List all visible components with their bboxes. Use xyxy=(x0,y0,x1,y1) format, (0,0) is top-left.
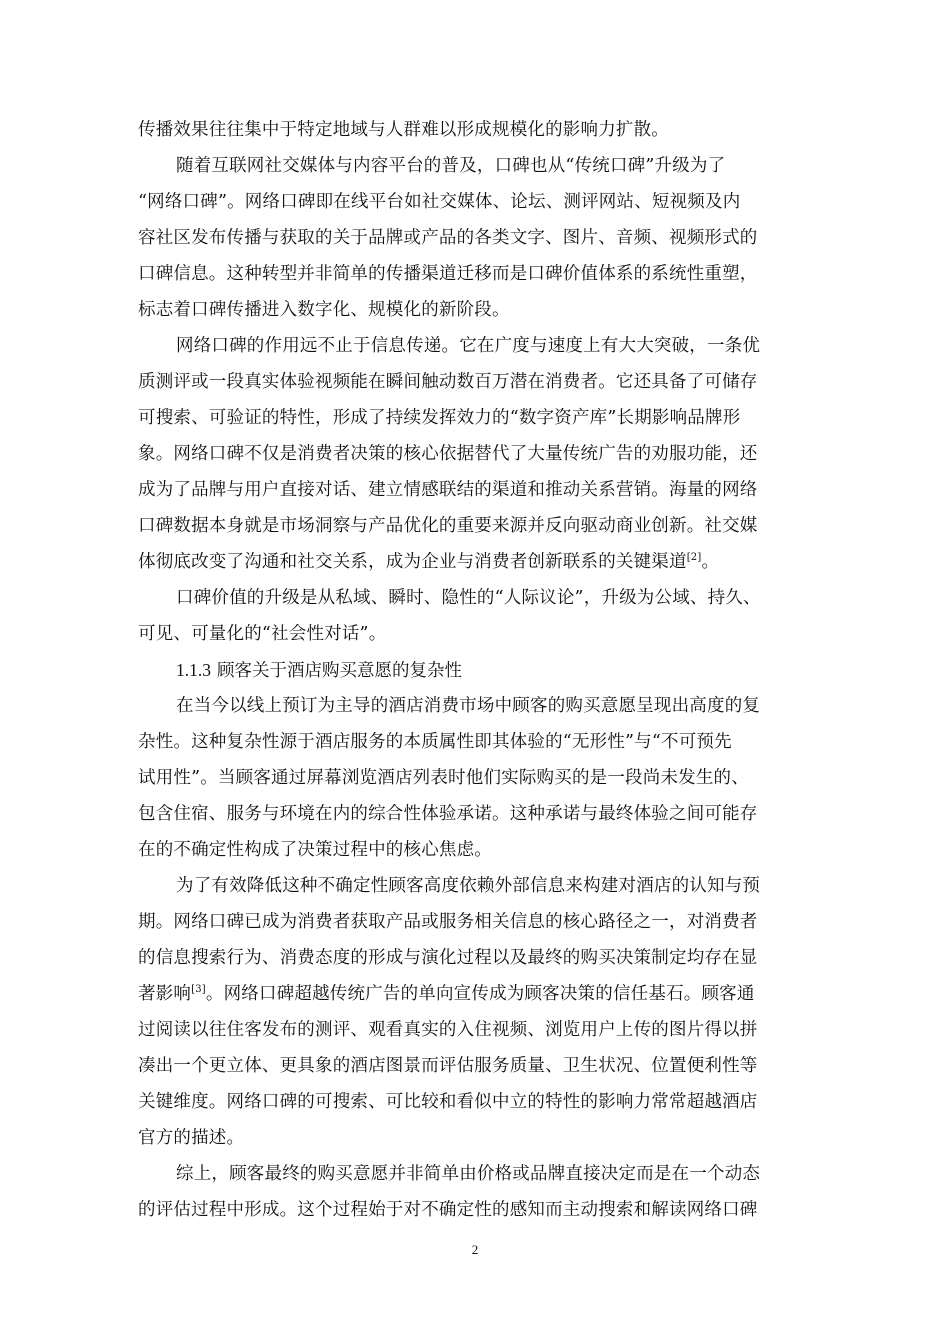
paragraph-line xyxy=(138,550,719,574)
paragraph-line: 可搜索、可验证的特性，形成了持续发挥效力的“数字资产库”长期影响品牌形 xyxy=(138,408,741,428)
paragraph-line: 期。网络口碑已成为消费者获取产品或服务相关信息的核心路径之一，对消费者 xyxy=(138,912,758,932)
paragraph-line: 试用性”。当顾客通过屏幕浏览酒店列表时他们实际购买的是一段尚未发生的、 xyxy=(138,768,749,788)
paragraph-line: 凑出一个更立体、更具象的酒店图景而评估服务质量、卫生状况、位置便利性等 xyxy=(138,1056,758,1076)
page-number: 2 xyxy=(471,1242,479,1257)
section-heading-text: 顾客关于酒店购买意愿的复杂性 xyxy=(217,661,462,681)
paragraph-line: 标志着口碑传播进入数字化、规模化的新阶段。 xyxy=(138,300,510,320)
paragraph-line: 在当今以线上预订为主导的酒店消费市场中顾客的购买意愿呈现出高度的复 xyxy=(176,696,761,716)
line-text: 。 xyxy=(701,552,720,572)
section-heading xyxy=(176,658,462,683)
paragraph-line: 杂性。这种复杂性源于酒店服务的本质属性即其体验的“无形性”与“不可预先 xyxy=(138,732,732,752)
line-text: 体彻底改变了沟通和社交关系，成为企业与消费者创新联系的关键渠道 xyxy=(138,552,687,572)
paragraph-line: 成为了品牌与用户直接对话、建立情感联结的渠道和推动关系营销。海量的网络 xyxy=(138,480,758,500)
paragraph-line: 可见、可量化的“社会性对话”。 xyxy=(138,624,387,644)
citation-3: [3] xyxy=(191,984,206,995)
paragraph-line: 综上，顾客最终的购买意愿并非简单由价格或品牌直接决定而是在一个动态 xyxy=(176,1164,761,1184)
paragraph-line: 为了有效降低这种不确定性顾客高度依赖外部信息来构建对酒店的认知与预 xyxy=(176,876,761,896)
paragraph-line: 官方的描述。 xyxy=(138,1128,245,1148)
paragraph-line: 口碑价值的升级是从私域、瞬时、隐性的“人际议论”，升级为公域、持久、 xyxy=(176,588,761,608)
paragraph-line: 的评估过程中形成。这个过程始于对不确定性的感知而主动搜索和解读网络口碑 xyxy=(138,1200,758,1220)
paragraph-line: 传播效果往往集中于特定地域与人群难以形成规模化的影响力扩散。 xyxy=(138,120,669,140)
line-text: 。网络口碑超越传统广告的单向宣传成为顾客决策的信任基石。顾客通 xyxy=(205,984,755,1004)
paragraph-line: 包含住宿、服务与环境在内的综合性体验承诺。这种承诺与最终体验之间可能存 xyxy=(138,804,758,824)
citation-2: [2] xyxy=(686,552,702,563)
paragraph-line: 随着互联网社交媒体与内容平台的普及，口碑也从“传统口碑”升级为了 xyxy=(176,156,726,176)
paragraph-line: 口碑数据本身就是市场洞察与产品优化的重要来源并反向驱动商业创新。社交媒 xyxy=(138,516,758,536)
line-text: 著影响 xyxy=(138,984,192,1004)
paragraph-line: 象。网络口碑不仅是消费者决策的核心依据替代了大量传统广告的劝服功能，还 xyxy=(138,444,758,464)
paragraph-line: 在的不确定性构成了决策过程中的核心焦虑。 xyxy=(138,840,492,860)
paragraph-line: 口碑信息。这种转型并非简单的传播渠道迁移而是口碑价值体系的系统性重塑， xyxy=(138,264,758,284)
paragraph-line: 质测评或一段真实体验视频能在瞬间触动数百万潜在消费者。它还具备了可储存 xyxy=(138,372,758,392)
section-heading-number: 1.1.3 xyxy=(176,660,211,680)
paragraph-line: 过阅读以往住客发布的测评、观看真实的入住视频、浏览用户上传的图片得以拼 xyxy=(138,1020,758,1040)
paragraph-line: 网络口碑的作用远不止于信息传递。它在广度与速度上有大大突破，一条优 xyxy=(176,336,761,356)
paragraph-line: 容社区发布传播与获取的关于品牌或产品的各类文字、图片、音频、视频形式的 xyxy=(138,228,758,248)
paragraph-line: 关键维度。网络口碑的可搜索、可比较和看似中立的特性的影响力常常超越酒店 xyxy=(138,1092,758,1112)
paragraph-line: “网络口碑”。网络口碑即在线平台如社交媒体、论坛、测评网站、短视频及内 xyxy=(138,192,741,212)
paragraph-line xyxy=(138,982,755,1006)
paragraph-line: 的信息搜索行为、消费态度的形成与演化过程以及最终的购买决策制定均存在显 xyxy=(138,948,758,968)
